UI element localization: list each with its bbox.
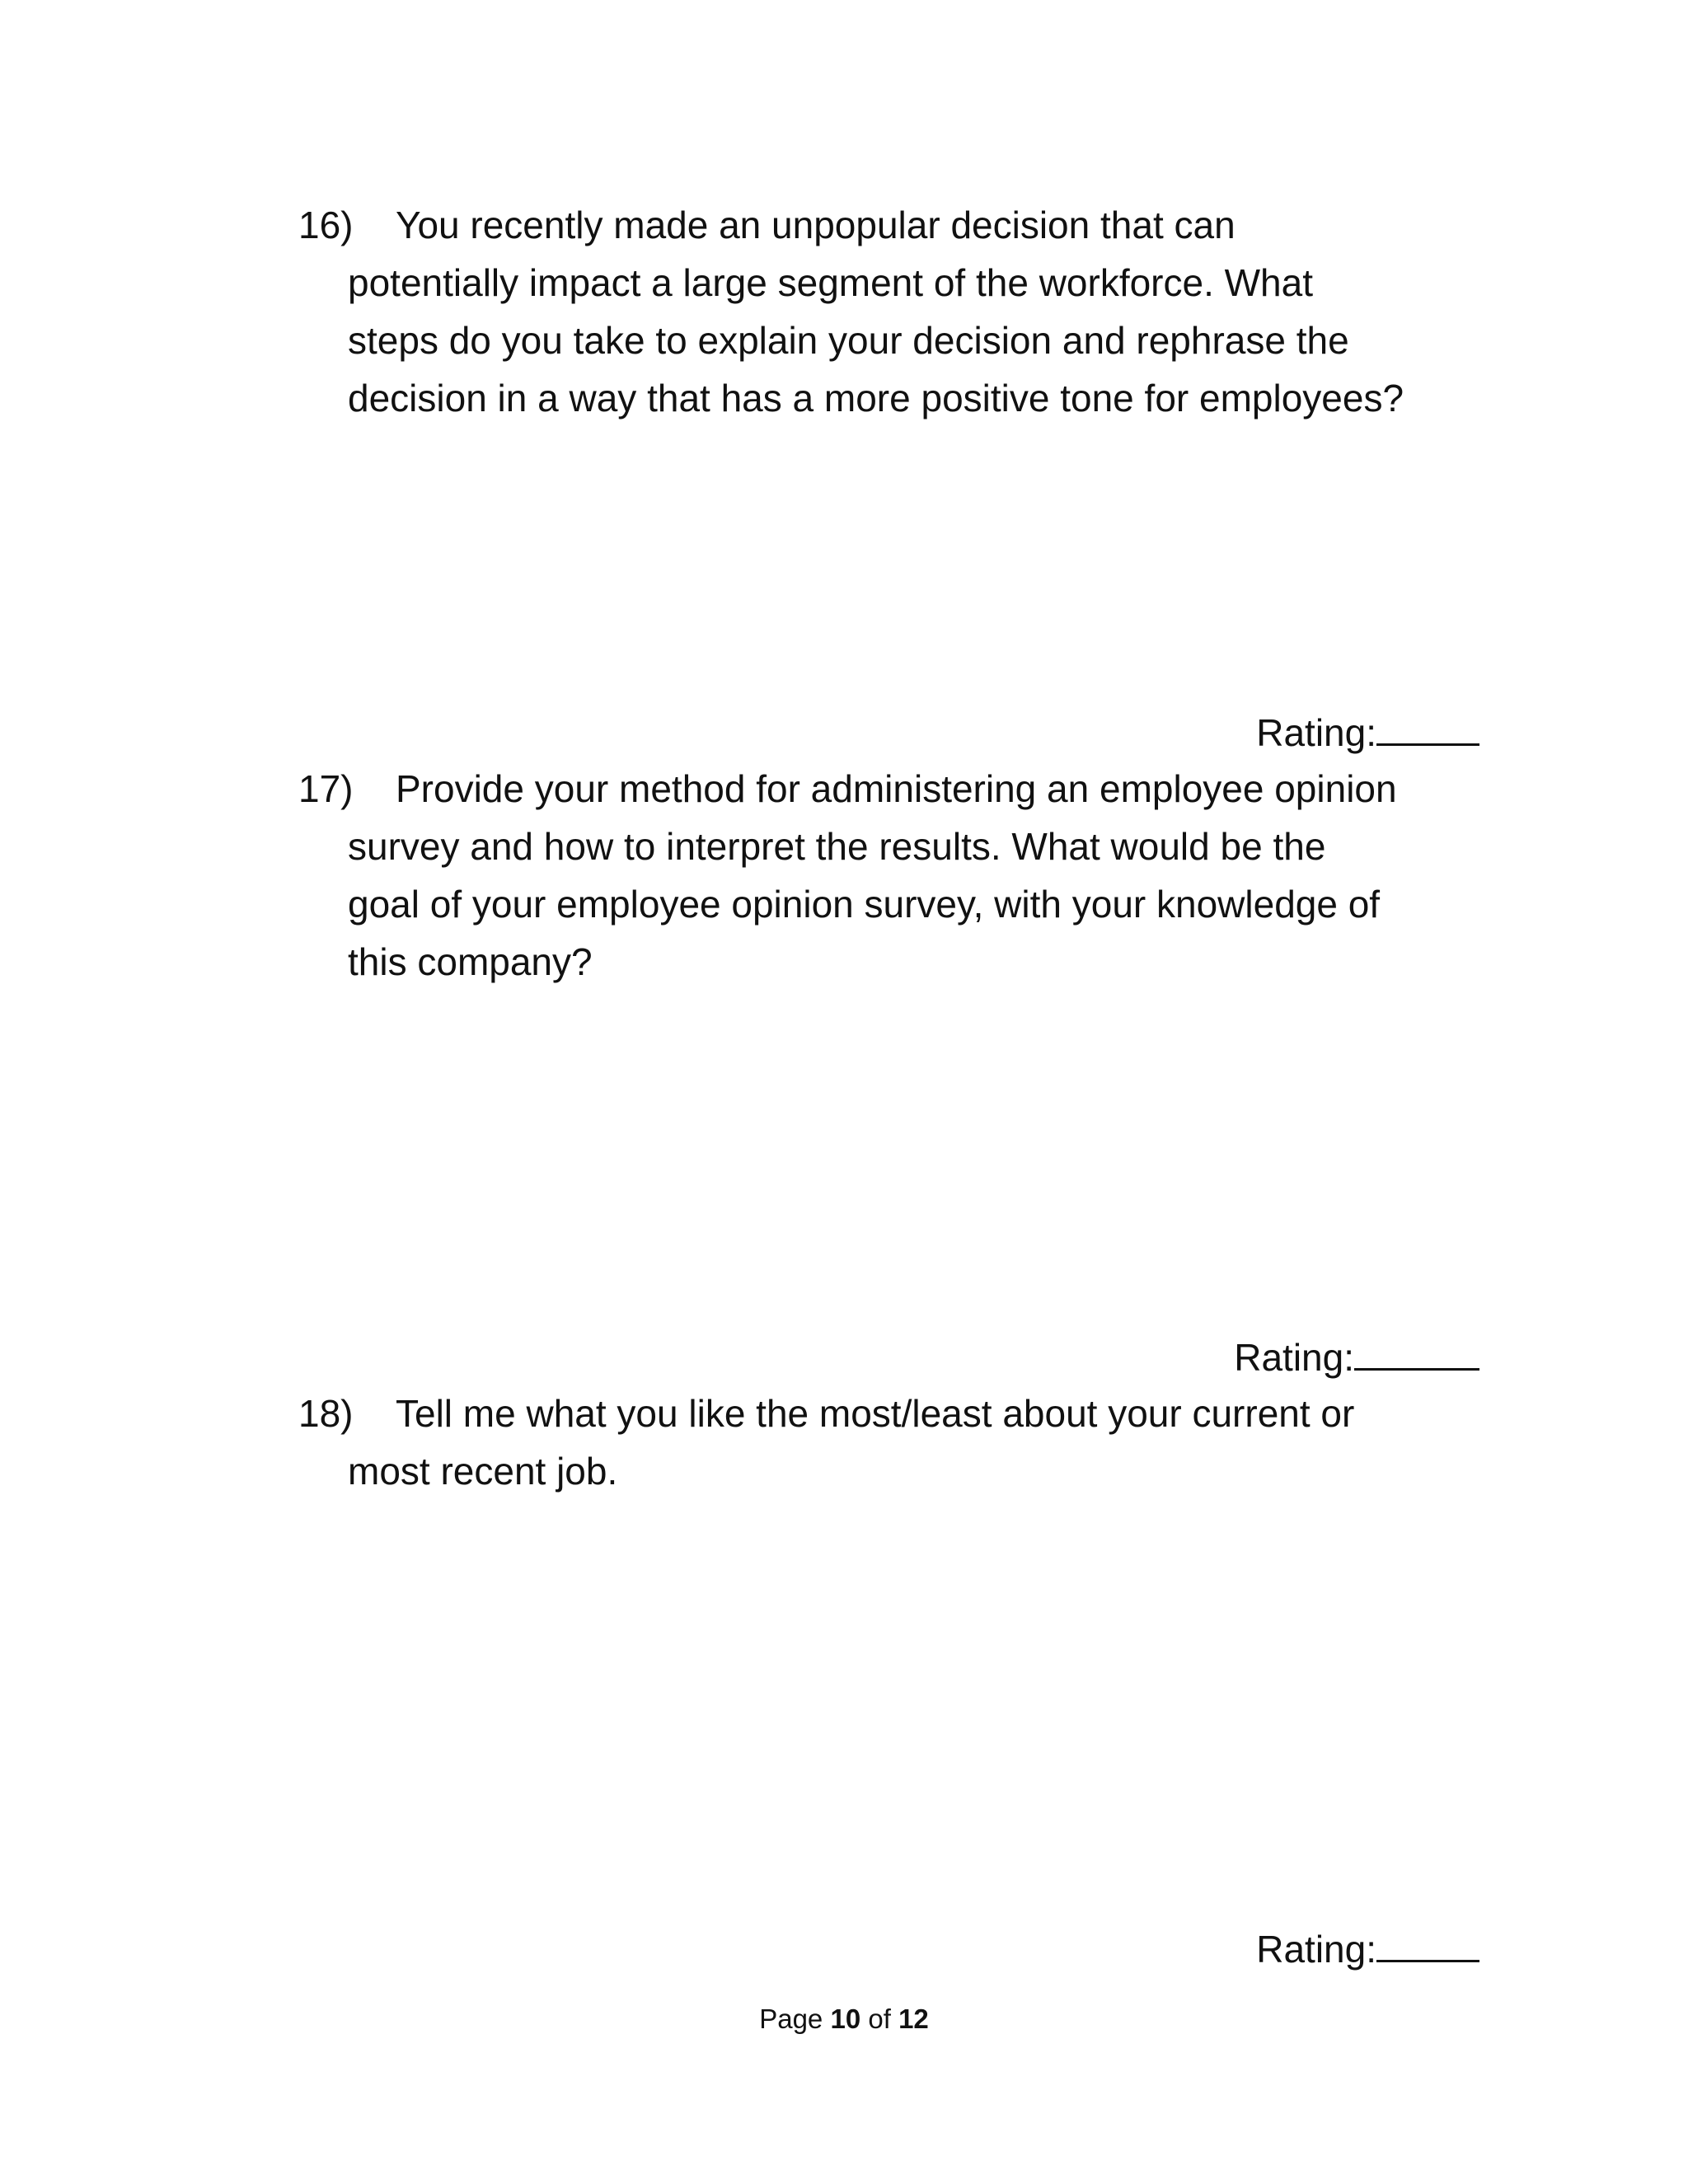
question-text-line: steps do you take to explain your decision and rephrase the [348, 319, 1349, 362]
question-text-line: You recently made an unpopular decision that can [396, 204, 1236, 246]
rating-label: Rating: [1256, 711, 1376, 754]
question-number: 16) [298, 204, 354, 246]
question-text-line: decision in a way that has a more positive tone for employees? [348, 377, 1404, 419]
question-text-line: goal of your employee opinion survey, with your knowledge of [348, 883, 1381, 926]
footer-page-word: Page [759, 2004, 823, 2034]
question-text-line: survey and how to interpret the results. What would be the [348, 825, 1326, 868]
question-18 [298, 1385, 1477, 1500]
rating-label: Rating: [1256, 1928, 1376, 1971]
footer-total-pages: 12 [898, 2004, 929, 2034]
question-text-line: most recent job. [348, 1450, 618, 1493]
question-16 [298, 196, 1477, 427]
rating-blank[interactable] [1376, 1917, 1479, 1962]
question-text-line: potentially impact a large segment of the workforce. What [348, 261, 1314, 304]
rating-label: Rating: [1234, 1336, 1354, 1379]
question-number: 17) [298, 767, 354, 810]
question-17 [298, 760, 1477, 991]
question-text-line: Tell me what you like the most/least about your current or [396, 1392, 1355, 1435]
footer-current-page: 10 [830, 2004, 861, 2034]
rating-17 [1234, 1325, 1479, 1386]
question-number: 18) [298, 1392, 354, 1435]
rating-blank[interactable] [1354, 1325, 1479, 1371]
rating-16 [1256, 701, 1479, 762]
footer-of-word: of [868, 2004, 891, 2034]
page-footer [0, 2001, 1688, 2037]
question-text-line: this company? [348, 940, 593, 983]
rating-blank[interactable] [1376, 701, 1479, 746]
question-text-line: Provide your method for administering an employee opinion [396, 767, 1397, 810]
rating-18 [1256, 1917, 1479, 1978]
